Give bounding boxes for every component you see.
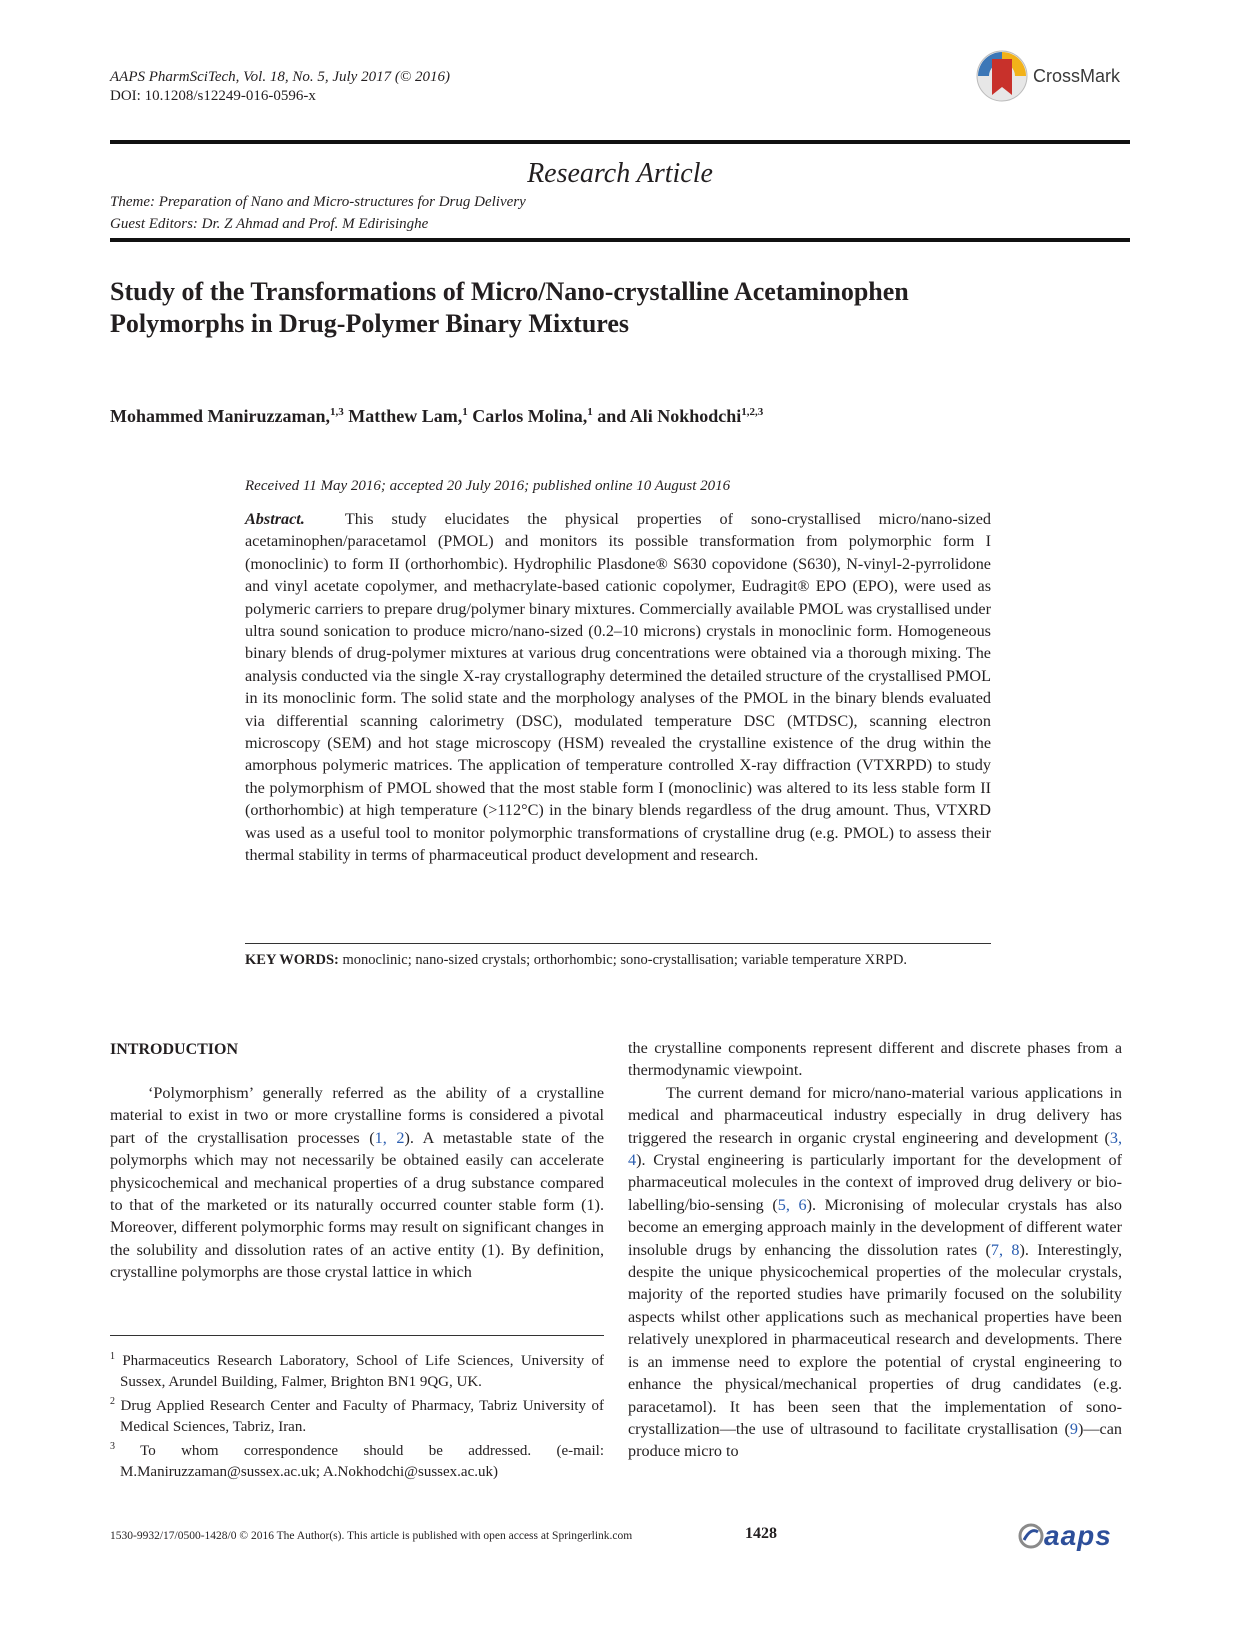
abstract-text: This study elucidates the physical properties of sono-crystallised micro/nano-sized acetaminophen/paracetamol (PMOL) and monitors its possible transformation from polymorphic form I (monoclinic) to form II (orthorhombic). Hydrophilic Plasdone® S630 copovidone (S630), N-vinyl-2-pyrrolidone and vinyl acetate copolymer, and methacrylate-based cationic copolymer, Eudragit® EPO (EPO), were used as polymeric carriers to prepare drug/polymer binary mixtures. Commercially available PMOL was crystallised under ultra sound sonication to produce micro/nano-sized (0.2–10 microns) crystals in monoclinic form. Homogeneous binary blends of drug-polymer mixtures at various drug concentrations were obtained via a thorough mixing. The analysis conducted via the single X-ray crystallography determined the detailed structure of the crystallised PMOL in its monoclinic form. The solid state and the morphology analyses of the PMOL in the binary blends evaluated via differential scanning calorimetry (DSC), modulated temperature DSC (MTDSC), scanning electron microscopy (SEM) and hot stage microscopy (HSM) revealed the crystalline existence of the drug within the amorphous polymeric matrices. The application of temperature controlled X-ray diffraction (VTXRPD) to study the polymorphism of PMOL showed that the most stable form I (monoclinic) was altered to its less stable form II (orthorhombic) at high temperature (>112°C) in the binary blends regardless of the drug amount. Thus, VTXRD was used as a useful tool to monitor polymorphic transformations of crystalline drug (e.g. PMOL) to assess their thermal stability in terms of pharmaceutical product development and research. [245,510,991,865]
footnote [110,1347,604,1392]
crossmark-badge[interactable] [975,46,1135,106]
aaps-swirl-icon [1018,1523,1044,1549]
keywords-rule [245,943,991,944]
publication-dates: Received 11 May 2016; accepted 20 July 2016; published online 10 August 2016 [245,478,731,494]
footnote-text: Pharmaceutics Research Laboratory, School of Life Sciences, University of Sussex, Arundel Building, Falmer, Brighton BN1 9QG, UK. [120,1353,604,1390]
author-name: Mohammed Maniruzzaman, [110,406,330,426]
footnote-text: Drug Applied Research Center and Faculty of Pharmacy, Tabriz University of Medical Sciences, Tabriz, Iran. [120,1398,605,1435]
paragraph-text: The current demand for micro/nano-material various applications in medical and pharmaceutical industry especially in drug delivery has triggered the research in organic crystal engineering and development ( [628,1083,1122,1147]
author-name: Matthew Lam, [348,406,463,426]
keywords-label: KEY WORDS: [245,952,339,968]
title-line-2: Polymorphs in Drug-Polymer Binary Mixtures [110,309,630,338]
copyright-footer: 1530-9932/17/0500-1428/0 © 2016 The Author(s). This article is published with open access at Springerlink.com [110,1530,633,1542]
citation-link[interactable]: 1, 2 [374,1128,405,1147]
footnote-text: To whom correspondence should be addressed. (e-mail: M.Maniruzzaman@sussex.ac.uk; A.Nokhodchi@sussex.ac.uk) [120,1443,604,1480]
paragraph-text: ). Micronising of molecular crystals has also become an emerging approach mainly in the development of different water insoluble drugs by enhancing the dissolution rates ( [628,1195,1122,1259]
citation-link[interactable]: 9 [1069,1419,1078,1438]
journal-citation: AAPS PharmSciTech, Vol. 18, No. 5, July 2017 (© 2016) [110,69,450,85]
header-bottom-rule [110,238,1130,242]
aaps-wordmark: aaps [1044,1520,1112,1551]
abstract-label: Abstract. [245,510,305,528]
title-line-1: Study of the Transformations of Micro/Nano-crystalline Acetaminophen [110,277,909,306]
paragraph-text: ). Interestingly, despite the unique physicochemical properties of the molecular crystals, majority of the reported studies have primarily focused on the solubility aspects whilst other applications such as mechanical properties have been relatively unexplored in pharmaceutical research and developments. There is an immense need to explore the potential of crystal engineering to enhance the physical/mechanical properties of drug candidates (e.g. paracetamol). It has been seen that the implementation of sono-crystallization—the use of ultrasound to facilitate crystallisation ( [628,1240,1123,1438]
author-list [110,406,763,427]
footnote-mark: 3 [110,1441,115,1452]
footnote-mark: 2 [110,1396,115,1407]
page-number: 1428 [745,1525,777,1542]
article-type: Research Article [527,158,713,189]
paragraph-text: ‘Polymorphism’ generally referred as the ability of a crystalline material to exist in two or more crystalline forms is considered a pivotal part of the crystallisation processes ( [110,1084,604,1147]
footnotes [110,1347,604,1482]
keywords-text: monoclinic; nano-sized crystals; orthorhombic; sono-crystallisation; variable temperature XRPD. [342,952,908,968]
keywords [245,951,991,970]
top-rule [110,140,1130,144]
author-affiliation: 1 [462,406,468,418]
crossmark-label: CrossMark [1033,65,1121,86]
citation-link[interactable]: 7, 8 [990,1240,1020,1259]
footnote [110,1437,604,1482]
theme-line: Theme: Preparation of Nano and Micro-structures for Drug Delivery [110,194,526,210]
paragraph: the crystalline components represent different and discrete phases from a thermodynamic viewpoint. [628,1039,1122,1080]
footnote-rule [110,1335,604,1336]
paragraph-text: ). A metastable state of the polymorphs which may not necessarily be obtained easily can accelerate physicochemical and mechanical properties of a drug substance compared to that of the marketed or its naturally occurred counter stable form (1). Moreover, different polymorphic forms may result on significant changes in the solubility and dissolution rates of an active entity (1). By definition, crystalline polymorphs are those crystal lattice in which [110,1128,604,1282]
author-affiliation: 1,3 [329,406,344,418]
paragraph-text: ). Crystal engineering is particularly important for the development of pharmaceutical molecules in the context of improved drug delivery or bio-labelling/bio-sensing ( [628,1151,1122,1214]
author-affiliation: 1 [587,406,593,418]
section-heading-introduction: INTRODUCTION [110,1041,239,1058]
paragraph [628,1082,1122,1463]
citation-link[interactable]: 3, 4 [628,1128,1122,1170]
author-name: and Ali Nokhodchi [597,406,742,426]
footnote-mark: 1 [110,1351,115,1362]
abstract [245,508,991,867]
guest-editors: Guest Editors: Dr. Z Ahmad and Prof. M Edirisinghe [110,216,429,232]
author-name: Carlos Molina, [472,406,588,426]
article-title [110,276,1110,340]
right-column [628,1037,1122,1463]
paragraph-text: )—can produce micro to [628,1419,1122,1461]
citation-link[interactable]: 5, 6 [777,1195,807,1214]
paragraph [110,1082,604,1284]
doi: DOI: 10.1208/s12249-016-0596-x [110,88,316,104]
publisher-logo [1018,1520,1112,1552]
left-column [110,1082,604,1284]
crossmark-icon [975,49,1029,103]
footnote [110,1392,604,1437]
author-affiliation: 1,2,3 [741,406,764,418]
